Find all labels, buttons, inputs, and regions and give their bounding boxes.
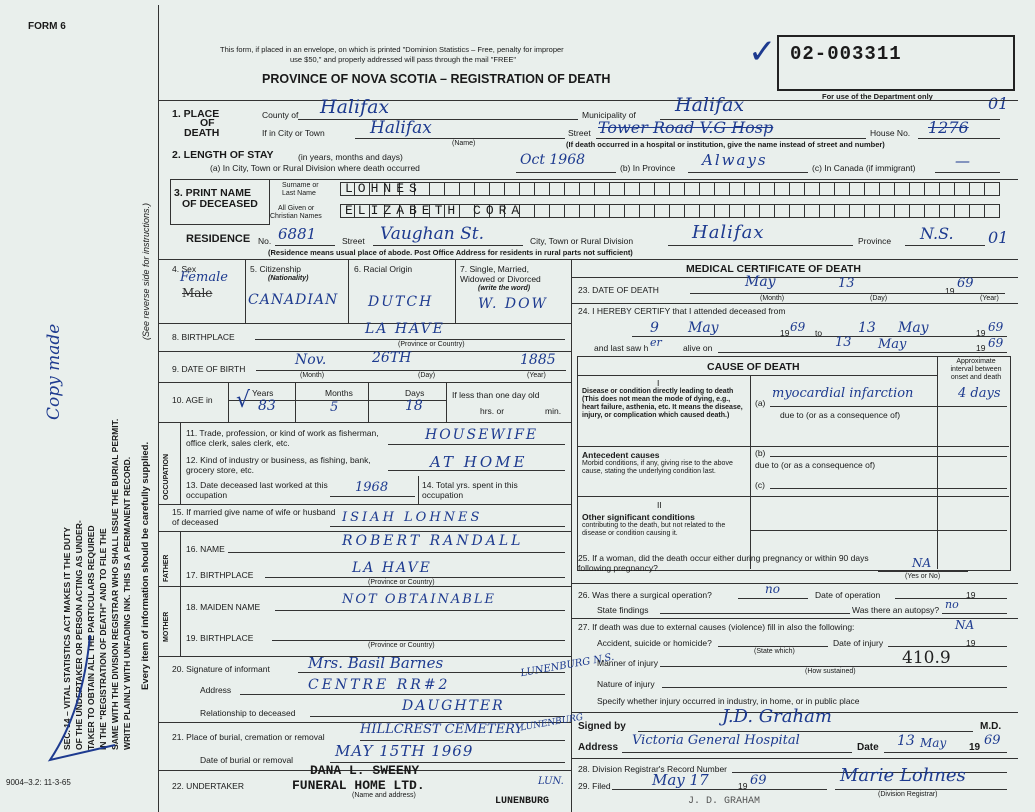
surname-value: LOHNES xyxy=(345,181,422,196)
q23-year-pre: 19 xyxy=(945,286,955,296)
father-side-label: FATHER xyxy=(163,554,170,582)
father-bp-sub: (Province or Country) xyxy=(368,579,435,586)
s3-label-a: 3. PRINT NAME xyxy=(174,187,252,199)
burial-place-label: 21. Place of burial, cremation or removal xyxy=(172,732,325,742)
registrar-signature: Marie Lohnes xyxy=(840,765,966,786)
q23-label: 23. DATE OF DEATH xyxy=(578,285,659,295)
date-month: May xyxy=(920,736,947,750)
s9-month-label: (Month) xyxy=(300,372,325,379)
age-days-label: Days xyxy=(405,388,425,398)
s7-value: W. DOW xyxy=(478,296,548,312)
relationship-label: Relationship to deceased xyxy=(200,708,296,718)
registration-number: 02-003311 xyxy=(790,43,902,65)
q25-label: 25. If a woman, did the death occur either during pregnancy or within 90 days following pregnancy? xyxy=(578,553,869,573)
q23-month: May xyxy=(745,274,776,290)
s9-year: 1885 xyxy=(520,352,556,368)
q27-value: NA xyxy=(955,618,975,632)
nature-label: Nature of injury xyxy=(597,679,655,689)
mother-maiden: NOT OBTAINABLE xyxy=(342,592,496,607)
street-value: Tower Road V.G Hosp xyxy=(598,118,774,137)
county-label: County of xyxy=(262,110,299,120)
q23-month-label: (Month) xyxy=(760,295,785,302)
part-2: II xyxy=(657,500,662,510)
due-to-b: due to (or as a consequence of) xyxy=(755,460,876,470)
q11-label: 11. Trade, profession, or kind of work as fisherman, office clerk, sales clerk, etc. xyxy=(186,428,379,448)
residence-province-label: Province xyxy=(858,236,892,246)
q24-from-month: May xyxy=(688,320,719,336)
given-value: ELIZABETH CORA xyxy=(345,203,525,218)
code-value: 410.9 xyxy=(902,648,951,668)
residence-city: Halifax xyxy=(692,222,765,243)
residence-no-label: No. xyxy=(258,236,272,246)
q24-last-label: and last saw h xyxy=(594,343,649,353)
cause-title: CAUSE OF DEATH xyxy=(707,361,800,373)
mother-side-label: MOTHER xyxy=(163,611,170,642)
line-b-label: (b) xyxy=(755,448,766,458)
informant-signature: Mrs. Basil Barnes xyxy=(308,654,444,672)
s15-value: ISIAH LOHNES xyxy=(342,510,483,525)
residence-city-label: City, Town or Rural Division xyxy=(530,236,634,246)
mother-maiden-label: 18. MAIDEN NAME xyxy=(186,602,261,612)
s4-label: 4. Sex xyxy=(172,264,197,274)
filed-year-pre: 19 xyxy=(738,781,748,791)
s9-label: 9. DATE OF BIRTH xyxy=(172,364,246,374)
filed-month: May 17 xyxy=(652,771,709,789)
q14-label: 14. Total yrs. spent in this occupation xyxy=(422,480,518,500)
q13-value: 1968 xyxy=(355,480,389,495)
residence-province: N.S. xyxy=(920,224,954,243)
part-1: I xyxy=(657,378,660,388)
q26-label: 26. Was there a surgical operation? xyxy=(578,590,712,600)
q26-value: no xyxy=(765,582,780,596)
s2c-label: (c) In Canada (if immigrant) xyxy=(812,163,916,173)
dept-use-label: For use of the Department only xyxy=(822,92,933,101)
address-value: Victoria General Hospital xyxy=(632,733,800,748)
given-label-b: Christian Names xyxy=(270,213,322,220)
father-name-label: 16. NAME xyxy=(186,544,225,554)
father-bp-label: 17. BIRTHPLACE xyxy=(186,570,254,580)
md-label: M.D. xyxy=(980,721,1002,732)
yes-no-label: (Yes or No) xyxy=(905,573,941,580)
s9-month: Nov. xyxy=(295,352,327,368)
q24-to-month: May xyxy=(898,320,929,336)
autopsy-value: no xyxy=(945,598,959,611)
q23-year: 69 xyxy=(957,276,974,291)
q12-label: 12. Kind of industry or business, as fishing, bank, grocery store, etc. xyxy=(186,455,371,475)
q24-from-year-pre: 19 xyxy=(780,328,790,338)
q24-from-year: 69 xyxy=(790,320,806,334)
county-value: Halifax xyxy=(320,96,390,118)
q24-last-hw: er xyxy=(650,336,662,349)
age-years: 83 xyxy=(258,398,276,414)
city-label: If in City or Town xyxy=(262,128,325,138)
surname-cells xyxy=(340,182,1000,196)
age-check-icon: √ xyxy=(236,388,251,413)
interval-a: 4 days xyxy=(958,386,1001,401)
state-findings-label: State findings xyxy=(597,605,649,615)
s9-day-label: (Day) xyxy=(418,372,436,379)
residence-no: 6881 xyxy=(278,225,317,243)
side-instruction-5: SAME WITH THE DIVISION REGISTRAR WHO SHALL ISSUE THE BURIAL PERMIT. xyxy=(110,418,120,750)
house-label: House No. xyxy=(870,128,911,138)
q24-last-day: 13 xyxy=(835,335,852,350)
city-name-label: (Name) xyxy=(452,140,476,147)
signed-label: Signed by xyxy=(578,721,626,732)
side-instruction-4: IN THE "REGISTRATION OF DEATH" AND TO FILE THE xyxy=(98,528,108,750)
mother-bp-label: 19. BIRTHPLACE xyxy=(186,633,254,643)
age-months-label: Months xyxy=(325,388,353,398)
residence-label: RESIDENCE xyxy=(186,233,251,245)
s2a-label: (a) In City, Town or Rural Division where death occurred xyxy=(210,163,420,173)
father-name: ROBERT RANDALL xyxy=(342,533,524,549)
other-label: Other significant conditions xyxy=(582,512,695,522)
s2b-value: Always xyxy=(702,151,768,169)
form-title: PROVINCE OF NOVA SCOTIA – REGISTRATION OF DEATH xyxy=(262,72,611,86)
signed-signature: J.D. Graham xyxy=(722,706,832,727)
s2a-value: Oct 1968 xyxy=(520,152,586,168)
surname-label-a: Surname or xyxy=(282,182,319,189)
q24-alive-label: alive on xyxy=(683,343,713,353)
date-injury-19: 19 xyxy=(966,638,976,648)
s7-sub: (write the word) xyxy=(478,285,531,292)
disease-label: Disease or condition directly leading to death (This does not mean the mode of dying, e.g., heart failure, asthenia, etc. It means the disease, injury, or complication which caused death.) xyxy=(582,388,743,419)
how-sustained-label: (How sustained) xyxy=(805,668,856,675)
s9-year-label: (Year) xyxy=(527,372,546,379)
date-day: 13 xyxy=(897,733,915,749)
date-year: 69 xyxy=(984,733,1001,748)
date-operation-label: Date of operation xyxy=(815,590,881,600)
undertaker-label: 22. UNDERTAKER xyxy=(172,781,244,791)
s1-label-c: DEATH xyxy=(184,127,220,139)
q24-last-month: May xyxy=(878,337,907,352)
s15-label: 15. If married give name of wife or husband of deceased xyxy=(172,507,336,527)
s8-label: 8. BIRTHPLACE xyxy=(172,332,235,342)
q24-from-day: 9 xyxy=(650,320,659,336)
q23-day-label: (Day) xyxy=(870,295,888,302)
burial-place: HILLCREST CEMETERY xyxy=(360,722,524,737)
burial-date-label: Date of burial or removal xyxy=(200,755,294,765)
s8-value: LA HAVE xyxy=(365,321,445,337)
s4-struck: Male xyxy=(182,286,213,300)
q23-year-label: (Year) xyxy=(980,295,999,302)
father-bp: LA HAVE xyxy=(352,560,432,576)
s1-label-a: 1. PLACE xyxy=(172,108,220,120)
occupation-side-label: OCCUPATION xyxy=(163,453,170,500)
q29-label: 29. Filed xyxy=(578,781,611,791)
given-label-a: All Given or xyxy=(278,205,315,212)
s10-label: 10. AGE in xyxy=(172,395,213,405)
frame-top-line xyxy=(158,100,1018,101)
envelope-note-2: use $50," and properly addressed will pass through the mail "FREE" xyxy=(290,55,517,64)
s7-label-a: 7. Single, Married, xyxy=(460,264,529,274)
s8-sub: (Province or Country) xyxy=(398,341,465,348)
side-instruction-8: (See reverse side for instructions.) xyxy=(141,202,151,340)
hospital-note: (If death occurred in a hospital or institution, give the name instead of street and number) xyxy=(566,140,885,149)
age-less-label: If less than one day old xyxy=(452,390,540,400)
accident-label: Accident, suicide or homicide? xyxy=(597,638,712,648)
s2-label: 2. LENGTH OF STAY xyxy=(172,149,274,161)
undertaker-lun: LUN. xyxy=(538,776,564,787)
q24-to-year: 69 xyxy=(988,320,1004,334)
q24-last-year: 69 xyxy=(988,336,1004,350)
surname-label-b: Last Name xyxy=(282,190,316,197)
side-scribble xyxy=(30,630,120,780)
interval-label: Approximate interval between onset and death xyxy=(950,358,1002,381)
s3-label-b: OF DECEASED xyxy=(182,198,258,210)
registrar-label: (Division Registrar) xyxy=(878,791,938,798)
municipality-value: Halifax xyxy=(675,94,745,116)
s5-sub: (Nationality) xyxy=(268,275,309,282)
undertaker-name-1: DANA L. SWEENY xyxy=(310,763,420,778)
s2-sub: (in years, months and days) xyxy=(298,152,403,162)
informant-address-label: Address xyxy=(200,685,232,695)
s2b-label: (b) In Province xyxy=(620,163,676,173)
frame-left-line xyxy=(158,5,159,812)
relationship-value: DAUGHTER xyxy=(402,698,505,714)
autopsy-label: Was there an autopsy? xyxy=(852,605,940,615)
q24-label: 24. I HEREBY CERTIFY that I attended deceased from xyxy=(578,306,786,316)
manner-label: Manner of injury xyxy=(597,658,658,668)
line-c-label: (c) xyxy=(755,480,765,490)
age-days: 18 xyxy=(405,398,423,414)
side-instruction-1: SEC. 14 – VITAL STATISTICS ACT MAKES IT THE DUTY xyxy=(62,527,72,750)
date-label: Date xyxy=(857,742,879,753)
s6-value: DUTCH xyxy=(368,294,434,310)
q13-label: 13. Date deceased last worked at this occupation xyxy=(186,480,328,500)
s5-value: CANADIAN xyxy=(248,292,339,308)
side-instruction-2: OF THE UNDERTAKER OR PERSON ACTING AS UNDER- xyxy=(74,520,84,750)
s9-day: 26TH xyxy=(372,350,412,366)
s4-value: Female xyxy=(180,270,228,285)
q11-value: HOUSEWIFE xyxy=(425,427,539,443)
residence-street-label: Street xyxy=(342,236,365,246)
house-value: 1276 xyxy=(928,118,969,137)
informant-label: 20. Signature of informant xyxy=(172,664,270,674)
medical-title: MEDICAL CERTIFICATE OF DEATH xyxy=(686,263,861,275)
q25-value: NA xyxy=(912,556,932,570)
filed-year: 69 xyxy=(750,773,767,788)
s7-label-b: Widowed or Divorced xyxy=(460,274,541,284)
city-value: Halifax xyxy=(370,118,432,138)
address-label: Address xyxy=(578,742,619,753)
q24-to-day: 13 xyxy=(858,320,876,336)
specify-label: Specify whether injury occurred in industry, in home, or in public place xyxy=(597,696,860,706)
s5-label: 5. Citizenship xyxy=(250,264,302,274)
burial-date: MAY 15TH 1969 xyxy=(335,742,474,760)
date-operation-19: 19 xyxy=(966,590,976,600)
residence-street: Vaughan St. xyxy=(380,224,485,244)
age-years-label: Years xyxy=(252,388,274,398)
s2c-value: — xyxy=(955,152,970,170)
informant-address: CENTRE RR#2 xyxy=(308,677,451,693)
other-sub: contributing to the death, but not related to the disease or condition causing it. xyxy=(582,522,726,537)
q24-last-year-pre: 19 xyxy=(976,343,986,353)
burial-place-2: LUNENBURG xyxy=(519,712,584,734)
form-id: FORM 6 xyxy=(28,21,66,32)
due-to-a: due to (or as a consequence of) xyxy=(780,410,901,420)
q28-label: 28. Division Registrar's Record Number xyxy=(578,764,728,774)
undertaker-name-2: FUNERAL HOME LTD. xyxy=(292,778,425,793)
check-mark-icon: ✓ xyxy=(748,32,777,72)
undertaker-town: LUNENBURG xyxy=(495,796,550,807)
line-a-label: (a) xyxy=(755,398,766,408)
side-instruction-3: TAKER TO OBTAIN ALL THE PARTICULARS REQUIRED xyxy=(86,525,96,750)
state-which-label: (State which) xyxy=(754,648,795,655)
side-instruction-7: Every item of information should be carefully supplied. xyxy=(140,441,151,690)
q24-to-label: to xyxy=(815,328,823,338)
municipality-label: Municipality of xyxy=(582,110,636,120)
q27-label: 27. If death was due to external causes (violence) fill in also the following: xyxy=(578,622,855,632)
cause-a: myocardial infarction xyxy=(772,386,914,401)
mother-bp-sub: (Province or Country) xyxy=(368,642,435,649)
q24-to-year-pre: 19 xyxy=(976,328,986,338)
envelope-note-1: This form, if placed in an envelope, on which is printed "Dominion Statistics – Free, penalty for improper xyxy=(220,45,564,54)
q23-day: 13 xyxy=(838,276,855,291)
age-min: min. xyxy=(545,406,562,416)
s6-label: 6. Racial Origin xyxy=(354,264,413,274)
form-code: 9004–3.2: 11-3-65 xyxy=(6,778,71,787)
s1-label-b: OF xyxy=(200,117,215,129)
dept-code-2: 01 xyxy=(988,228,1009,247)
q12-value: AT HOME xyxy=(430,453,528,471)
side-signature: Copy made xyxy=(44,323,64,420)
residence-note: (Residence means usual place of abode. Post Office Address for residents in rural parts not sufficient) xyxy=(268,248,633,257)
dept-code-1: 01 xyxy=(988,94,1009,113)
bottom-stamp: J. D. GRAHAM xyxy=(688,796,761,807)
informant-address-2: LUNENBURG N.S. xyxy=(519,651,616,680)
date-year-pre: 19 xyxy=(969,742,981,753)
antecedent-label: Antecedent causes xyxy=(582,450,660,460)
age-hrs: hrs. or xyxy=(480,406,505,416)
street-label: Street xyxy=(568,128,591,138)
age-months: 5 xyxy=(330,400,339,415)
side-instruction-6: WRITE PLAINLY WITH UNFADING INK. THIS IS A PERMANENT RECORD. xyxy=(122,456,132,750)
date-injury-label: Date of injury xyxy=(833,638,884,648)
antecedent-sub: Morbid conditions, if any, giving rise to the above cause, stating the underlying condition last. xyxy=(582,460,733,475)
undertaker-sub: (Name and address) xyxy=(352,792,416,799)
